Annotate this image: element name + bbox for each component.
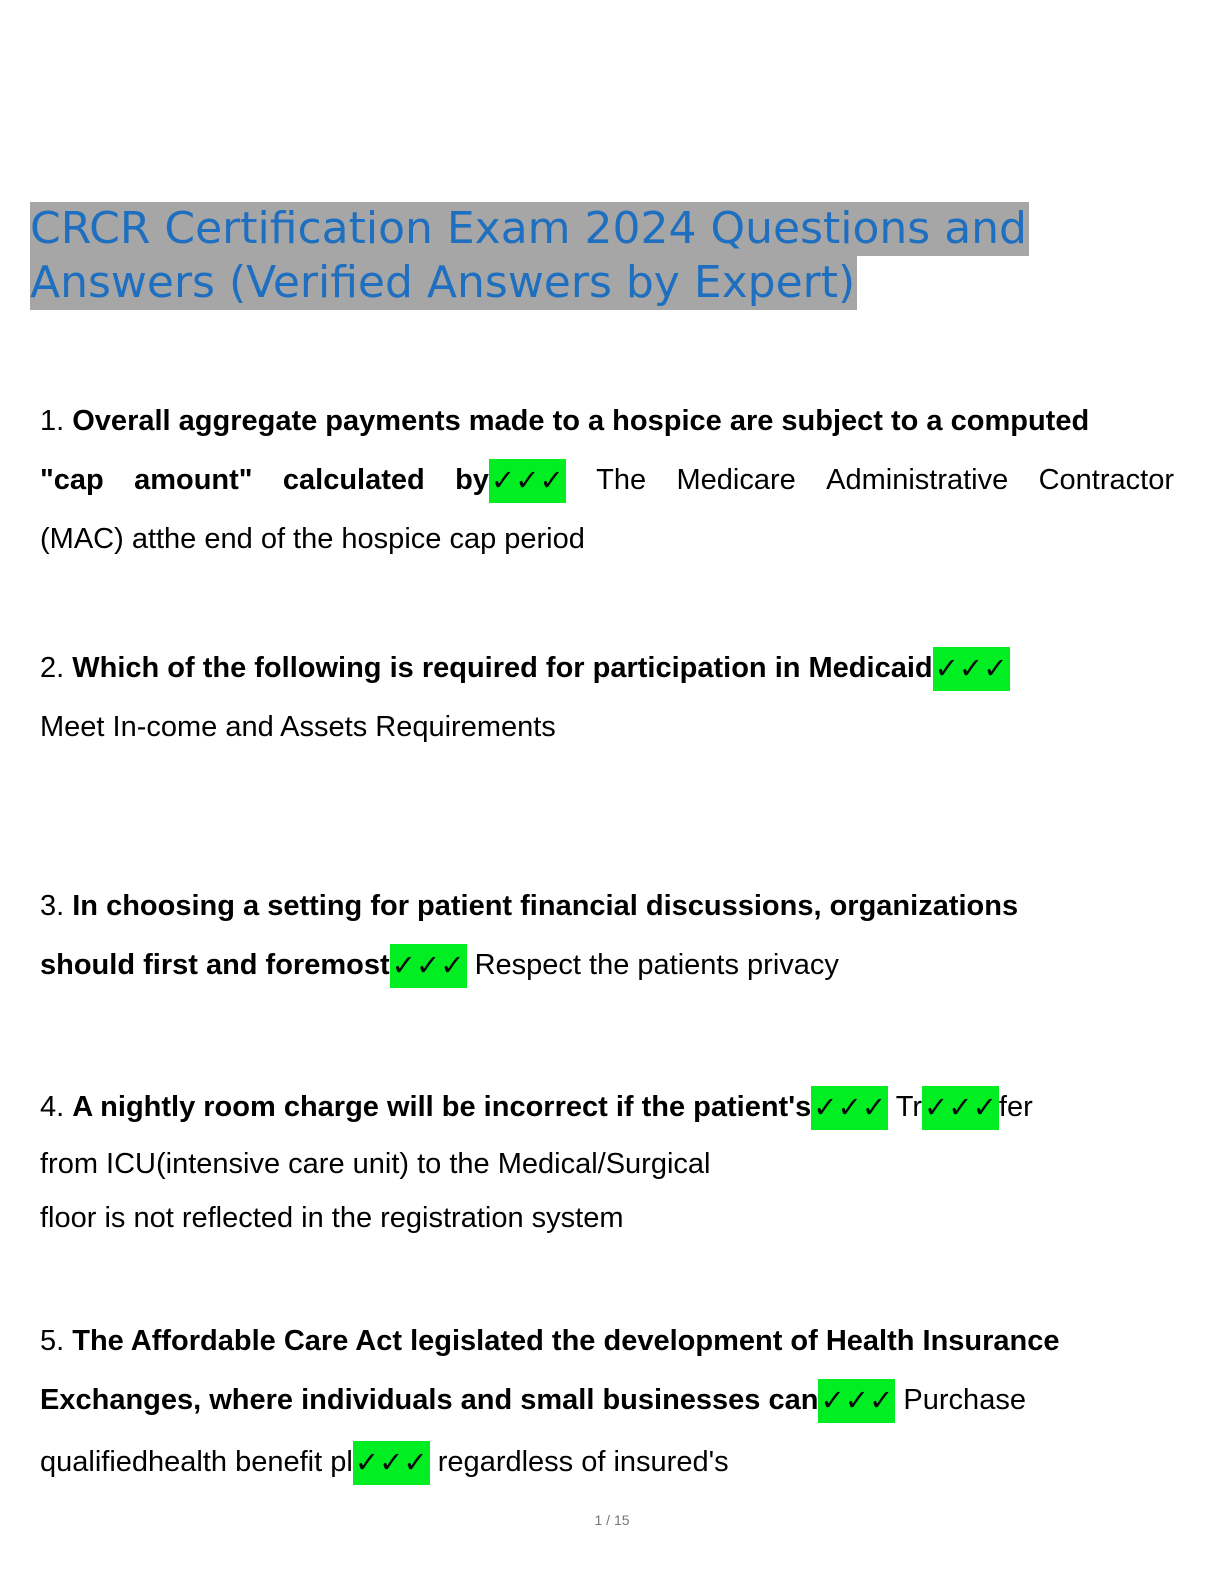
question-3	[40, 877, 1174, 995]
question-number: 3.	[40, 890, 65, 922]
question-text: The Affordable Care Act legislated the development of Health Insurance	[72, 1325, 1060, 1357]
answer-text: Purchase	[895, 1384, 1026, 1416]
answer-text: (MAC) atthe end of the hospice cap period	[40, 523, 585, 555]
answer-text: Respect the patients privacy	[466, 949, 839, 981]
question-word: by	[455, 464, 489, 496]
question-text: In choosing a setting for patient financial discussions, organizations	[72, 890, 1019, 922]
question-4	[40, 1078, 1174, 1245]
question-word: amount"	[134, 464, 253, 496]
question-word: calculated	[282, 464, 425, 496]
check-mark-icon: ✓✓✓	[353, 1441, 430, 1485]
title-line-2: Answers (Verified Answers by Expert)	[30, 257, 856, 308]
question-2	[40, 639, 1174, 757]
question-1	[40, 392, 1174, 569]
answer-text: fer	[998, 1091, 1033, 1123]
question-text: Which of the following is required for participation in Medicaid	[72, 652, 933, 684]
check-mark-icon: ✓✓✓	[811, 1086, 888, 1130]
question-number: 2.	[40, 652, 65, 684]
question-text: Overall aggregate payments made to a hospice are subject to a computed	[72, 405, 1090, 437]
answer-text: Meet In-come and Assets Requirements	[40, 711, 556, 743]
answer-text: Tr	[888, 1091, 922, 1123]
check-mark-icon: ✓✓✓	[922, 1086, 999, 1130]
answer-word: Medicare	[676, 464, 796, 496]
answer-word: The	[596, 464, 647, 496]
answer-word: Contractor	[1038, 464, 1174, 496]
question-5	[40, 1312, 1174, 1494]
question-text: Exchanges, where individuals and small businesses can	[40, 1384, 819, 1416]
question-word: "cap	[40, 464, 104, 496]
check-mark-icon: ✓✓✓	[933, 647, 1010, 691]
title-line-1: CRCR Certification Exam 2024 Questions and	[30, 203, 1027, 254]
question-number: 4.	[40, 1091, 65, 1123]
question-number: 5.	[40, 1325, 65, 1357]
check-mark-icon: ✓✓✓	[390, 944, 467, 988]
question-number: 1.	[40, 405, 65, 437]
answer-text: regardless of insured's	[429, 1446, 729, 1478]
answer-text: floor is not reflected in the registration system	[40, 1202, 624, 1234]
answer-text: qualifiedhealth benefit pl	[40, 1446, 353, 1478]
question-text: should first and foremost	[40, 949, 390, 981]
check-mark-icon: ✓✓✓	[818, 1379, 895, 1423]
answer-word: Administrative	[826, 464, 1009, 496]
page-indicator: 1 / 15	[594, 1512, 630, 1528]
check-mark-icon: ✓✓✓	[489, 459, 566, 503]
document-title	[30, 202, 1180, 310]
question-text: A nightly room charge will be incorrect if the patient's	[72, 1091, 812, 1123]
answer-text: from ICU(intensive care unit) to the Medical/Surgical	[40, 1148, 711, 1180]
